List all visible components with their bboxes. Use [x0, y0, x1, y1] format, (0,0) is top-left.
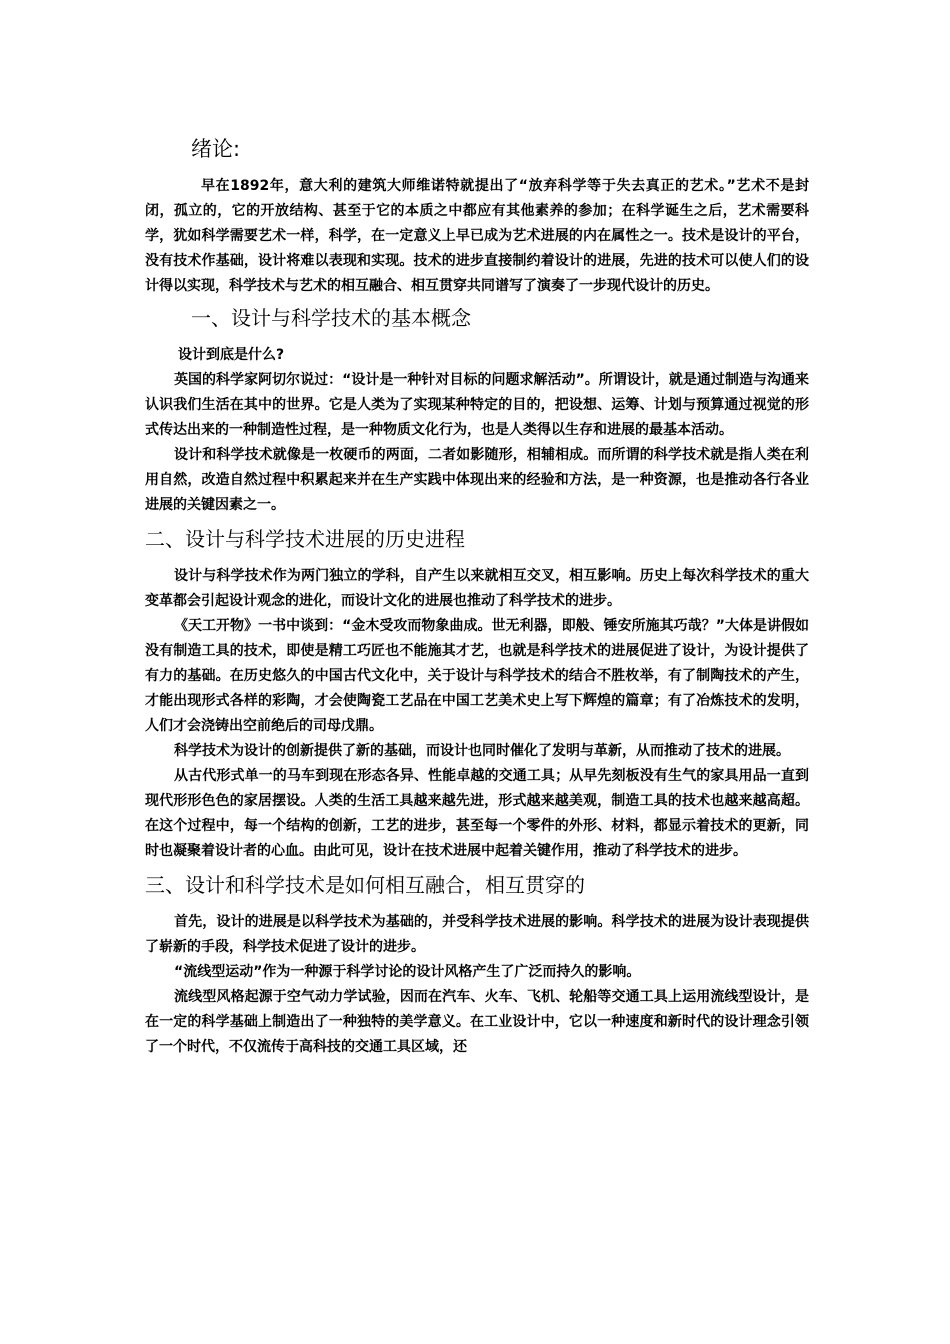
section3-heading: 三、设计和科学技术是如何相互融合，相互贯穿的: [145, 873, 585, 897]
section1-paragraph: 英国的科学家阿切尔说过：“设计是一种针对目标的问题求解活动”。所谓设计，就是通过制造与沟通来认识我们生活在其中的世界。它是人类为了实现某种特定的目的，把设想、运筹、计划与预算通过视觉的形式传达出来的一种制造性过程，是一种物质文化行为，也是人类得以生存和进展的最基本活动。: [145, 372, 809, 438]
section2-heading: 二、设计与科学技术进展的历史进程: [145, 527, 465, 551]
section3-paragraph: 首先，设计的进展是以科学技术为基础的，并受科学技术进展的影响。科学技术的进展为设计表现提供了崭新的手段，科学技术促进了设计的进步。: [145, 914, 809, 955]
section1-subheading: 设计到底是什么?: [178, 347, 285, 363]
section2-paragraph: 科学技术为设计的创新提供了新的基础，而设计也同时催化了发明与革新，从而推动了技术的进展。: [174, 743, 790, 759]
page-title: 绪论:: [191, 137, 241, 161]
section2-paragraph: 设计与科学技术作为两门独立的学科，自产生以来就相互交叉，相互影响。历史上每次科学技术的重大变革都会引起设计观念的进化，而设计文化的进展也推动了科学技术的进步。: [145, 568, 809, 609]
section3-paragraph: “流线型运动”作为一种源于科学讨论的设计风格产生了广泛而持久的影响。: [174, 964, 641, 980]
document-body: [145, 134, 809, 1060]
section3-paragraph: 流线型风格起源于空气动力学试验，因而在汽车、火车、飞机、轮船等交通工具上运用流线型设计，是在一定的科学基础上制造出了一种独特的美学意义。在工业设计中，它以一种速度和新时代的设计理念引领了一个时代，不仅流传于高科技的交通工具区域，还: [145, 989, 809, 1055]
section1-paragraph: 设计和科学技术就像是一枚硬币的两面，二者如影随形，相辅相成。而所谓的科学技术就是指人类在利用自然，改造自然过程中积累起来并在生产实践中体现出来的经验和方法，是一种资源，也是推动各行各业进展的关键因素之一。: [145, 447, 809, 513]
section2-paragraph: 《天工开物》一书中谈到：“金木受攻而物象曲成。世无利器，即般、锤安所施其巧哉？”大体是讲假如没有制造工具的技术，即使是精工巧匠也不能施其才艺，也就是科学技术的进展促进了设计，为设计提供了有力的基础。在历史悠久的中国古代文化中，关于设计与科学技术的结合不胜枚举，有了制陶技术的产生，才能出现形式各样的彩陶，才会使陶瓷工艺品在中国工艺美术史上写下辉煌的篇章；有了冶炼技术的发明，人们才会浇铸出空前绝后的司母戊鼎。: [145, 618, 809, 734]
section2-paragraph: 从古代形式单一的马车到现在形态各异、性能卓越的交通工具；从早先刻板没有生气的家具用品一直到现代形形色色的家居摆设。人类的生活工具越来越先进，形式越来越美观，制造工具的技术也越来越高超。在这个过程中，每一个结构的创新，工艺的进步，甚至每一个零件的外形、材料，都显示着技术的更新，同时也凝聚着设计者的心血。由此可见，设计在技术进展中起着关键作用，推动了科学技术的进步。: [145, 768, 809, 859]
intro-paragraph: 早在1892年，意大利的建筑大师维诺特就提出了“放弃科学等于失去真正的艺术。”艺术不是封闭，孤立的，它的开放结构、甚至于它的本质之中都应有其他素养的参加；在科学诞生之后，艺术需要科学，犹如科学需要艺术一样，科学，在一定意义上早已成为艺术进展的内在属性之一。技术是设计的平台，没有技术作基础，设计将难以表现和实现。技术的进步直接制约着设计的进展，先进的技术可以使人们的设计得以实现，科学技术与艺术的相互融合、相互贯穿共同谱写了演奏了一步现代设计的历史。: [145, 178, 809, 294]
section1-heading: 一、设计与科学技术的基本概念: [191, 306, 471, 330]
